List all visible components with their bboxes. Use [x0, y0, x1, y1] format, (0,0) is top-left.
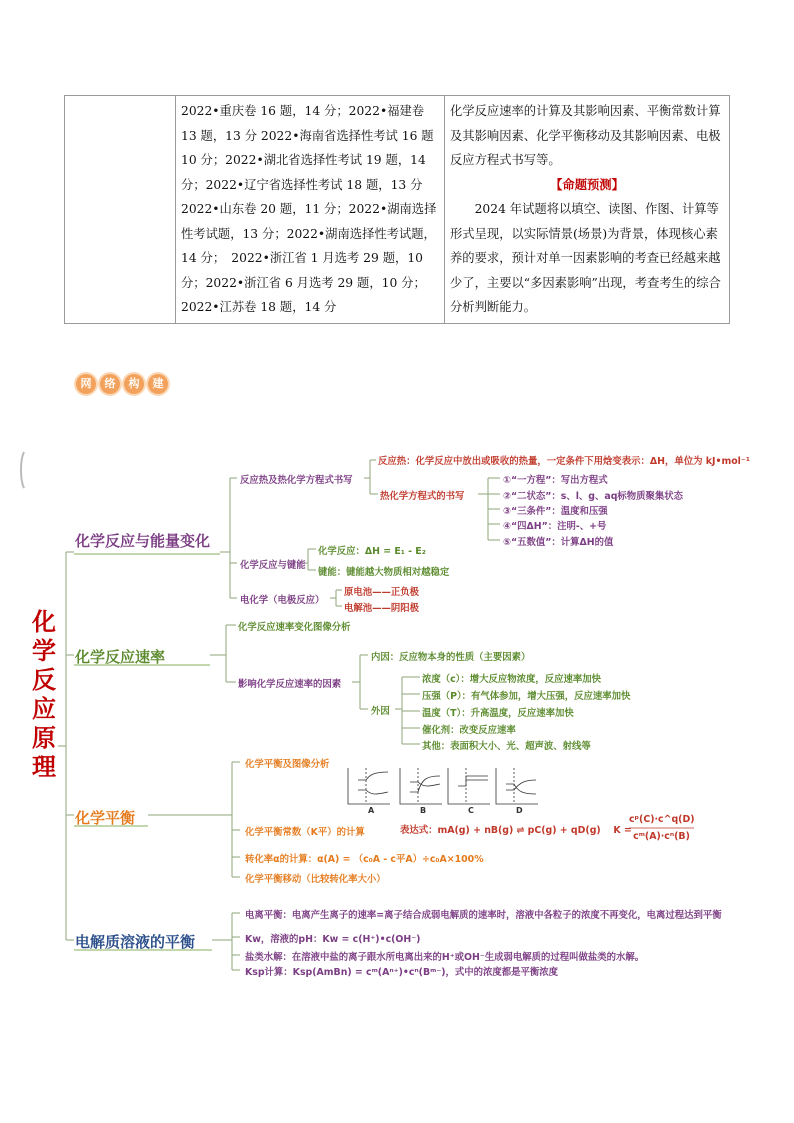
node-equilibrium-constant: 化学平衡常数（K平）的计算 — [245, 827, 365, 838]
node-bond-energy: 化学反应与键能 — [240, 560, 306, 571]
banner-char: 网 — [76, 374, 96, 394]
banner-char: 构 — [124, 374, 144, 394]
banner-char: 络 — [100, 374, 120, 394]
thermo-item: ③“三条件”：温度和压强 — [503, 506, 608, 517]
electrolyte-item: 盐类水解：在溶液中盐的离子跟水所电离出来的H⁺或OH⁻生成弱电解质的过程叫做盐类的水解。 — [245, 952, 645, 963]
node-inner-cause: 内因：反应物本身的性质（主要因素） — [371, 652, 531, 663]
electro-item: 原电池——正负极 — [344, 587, 420, 598]
prediction-body: 2024 年试题将以填空、读图、作图、计算等形式呈现，以实际情景(场景)为背景，体现核心素养的要求，预计对单一因素影响的考查已经越来越少了，主要以“多因素影响”出现，考查考生的综合分析判断能力。 — [450, 202, 721, 314]
thermo-item: ⑤“五数值”：计算ΔH的值 — [503, 537, 614, 548]
node-outer-cause: 外因 — [371, 706, 390, 717]
thermo-item: ①“一方程”：写出方程式 — [503, 475, 608, 486]
branch-energy: 化学反应与能量变化 — [75, 532, 211, 550]
outer-item: 催化剂：改变反应速率 — [422, 725, 516, 736]
table-cell-exams: 2022•重庆卷 16 题，14 分；2022•福建卷 13 题，13 分 2022•海南省选择性考试 16 题 10 分；2022•湖北省选择性考试 19 题，14 分；2022•辽宁省选择性考试 18 题，13 分 2022•山东卷 20 题，11 分；2022•湖南选择性考试题，13 分；2022•湖南选择性考试题，14 分； 2022•浙江省 1 月选考 29 题，10 分；2022•浙江省 6 月选考 29 题，10 分；2022•江苏卷 18 题，14 分 — [176, 96, 445, 324]
graph-label: B — [420, 806, 427, 815]
branch-rate: 化学反应速率 — [75, 648, 166, 666]
outer-item: 其他：表面积大小、光、超声波、射线等 — [422, 741, 591, 752]
k-denominator: cᵐ(A)·cⁿ(B) — [633, 831, 690, 842]
electrolyte-item: 电离平衡：电离产生离子的速率=离子结合成弱电解质的速率时，溶液中各粒子的浓度不再变化，电离过程达到平衡 — [245, 910, 722, 921]
node-rate-factors: 影响化学反应速率的因素 — [238, 679, 342, 690]
node-rate-graph: 化学反应速率变化图像分析 — [238, 622, 351, 633]
thermo-item: ④“四ΔH”：注明-、+号 — [503, 521, 607, 532]
graph-label: C — [468, 806, 474, 815]
node-equilibrium-shift: 化学平衡移动（比较转化率大小） — [245, 874, 386, 885]
node-conversion-rate: 转化率α的计算：α(A) = （c₀A - c平A）÷c₀A×100% — [245, 854, 484, 865]
node-heat-equation: 反应热及热化学方程式书写 — [240, 475, 353, 486]
node-reaction-heat: 反应热：化学反应中放出或吸收的热量，一定条件下用焓变表示：ΔH，单位为 kJ•mol⁻¹ — [378, 456, 750, 467]
graph-label: A — [368, 806, 375, 815]
branch-equilibrium: 化学平衡 — [75, 809, 136, 827]
thermo-item: ②“二状态”：s、l、g、aq标物质聚集状态 — [503, 491, 684, 502]
topics-text: 化学反应速率的计算及其影响因素、平衡常数计算及其影响因素、化学平衡移动及其影响因素、电极反应方程式书写等。 — [450, 104, 721, 167]
banner-char: 建 — [148, 374, 168, 394]
node-thermo-equation: 热化学方程式的书写 — [380, 491, 465, 502]
branch-electrolyte: 电解质溶液的平衡 — [75, 933, 196, 951]
graph-label: D — [516, 806, 523, 815]
outer-item: 压强（P）：有气体参加，增大压强，反应速率加快 — [422, 691, 631, 702]
bond-item: 键能：键能越大物质相对越稳定 — [318, 567, 450, 578]
outer-item: 温度（T）：升高温度，反应速率加快 — [422, 708, 574, 719]
electrolyte-item: Ksp计算：Ksp(AmBn) = cᵐ(Aⁿ⁺)•cⁿ(Bᵐ⁻)，式中的浓度都是平衡浓度 — [245, 967, 559, 978]
node-electrochemistry: 电化学（电极反应） — [240, 595, 325, 606]
k-numerator: cᵖ(C)·c^q(D) — [629, 814, 695, 825]
node-equilibrium-graph: 化学平衡及图像分析 — [245, 759, 330, 770]
k-expression: 表达式：mA(g) + nB(g) ⇌ pC(g) + qD(g) K = — [400, 825, 632, 836]
electro-item: 电解池——阴阳极 — [344, 603, 420, 614]
mindmap-root-title: 化学反应原理 — [32, 608, 56, 781]
bond-item: 化学反应：ΔH = E₁ - E₂ — [318, 546, 426, 557]
outer-item: 浓度（c）：增大反应物浓度，反应速率加快 — [422, 674, 601, 685]
prediction-title: 【命题预测】 — [550, 176, 624, 192]
electrolyte-item: Kw，溶液的pH：Kw = c(H⁺)•c(OH⁻) — [245, 934, 421, 945]
equilibrium-graphs — [348, 768, 538, 804]
